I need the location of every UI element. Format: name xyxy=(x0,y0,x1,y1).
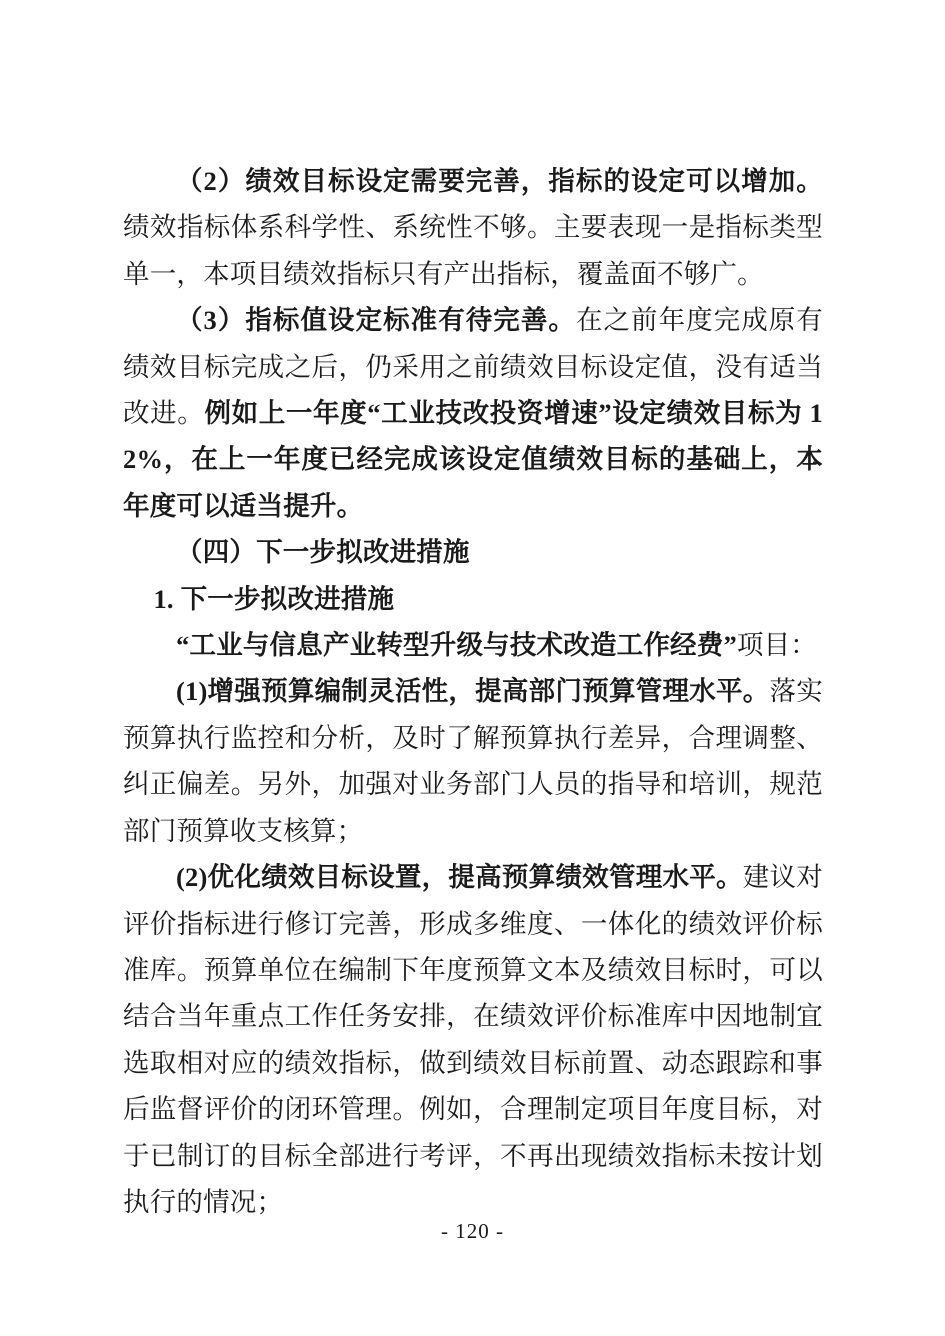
paragraph-measure-2-text: 建议对评价指标进行修订完善，形成多维度、一体化的绩效评价标准库。预算单位在编制下年度预算文本及绩效目标时，可以结合当年重点工作任务安排，在绩效评价标准库中因地制宜选取相对应的绩效指标，做到绩效目标前置、动态跟踪和事后监督评价的闭环管理。例如，合理制定项目年度目标，对于已制订的目标全部进行考评，不再出现绩效指标未按计划执行的情况； xyxy=(123,862,824,1217)
project-name-bold: “工业与信息产业转型升级与技术改造工作经费” xyxy=(176,630,737,661)
project-name-line xyxy=(123,622,823,668)
heading-item-1: 1. 下一步拟改进措施 xyxy=(153,583,395,614)
heading-section-four: （四）下一步拟改进措施 xyxy=(176,537,470,568)
paragraph-item-3-bold-tail: 例如上一年度“工业技改投资增速”设定绩效目标为 12%，在上一年度已经完成该设定值绩效目标的基础上，本年度可以适当提升。 xyxy=(123,398,823,521)
paragraph-measure-2 xyxy=(123,854,823,1225)
paragraph-item-3-text: 在之前年度完成原有绩效目标完成之后，仍采用之前绩效目标设定值，没有适当改进。 xyxy=(123,305,823,429)
page-number: - 120 - xyxy=(441,1219,504,1243)
project-name-suffix: 项目： xyxy=(736,630,818,661)
paragraph-item-3-bold-lead: （3）指标值设定标准有待完善。 xyxy=(176,305,576,336)
paragraph-measure-1-text: 落实预算执行监控和分析，及时了解预算执行差异，合理调整、纠正偏差。另外，加强对业务部门人员的指导和培训，规范部门预算收支核算； xyxy=(123,676,823,846)
paragraph-measure-2-bold-lead: (2)优化绩效目标设置，提高预算绩效管理水平。 xyxy=(176,862,743,893)
paragraph-measure-1-bold-lead: (1)增强预算编制灵活性，提高部门预算管理水平。 xyxy=(176,676,770,707)
paragraph-item-2 xyxy=(123,158,823,297)
document-body xyxy=(123,158,823,1225)
paragraph-measure-1 xyxy=(123,668,823,854)
paragraph-item-3 xyxy=(123,297,823,529)
paragraph-item-2-text: 绩效指标体系科学性、系统性不够。主要表现一是指标类型单一，本项目绩效指标只有产出指标，覆盖面不够广。 xyxy=(123,212,823,289)
paragraph-item-2-bold-lead: （2）绩效目标设定需要完善，指标的设定可以增加。 xyxy=(176,166,823,196)
